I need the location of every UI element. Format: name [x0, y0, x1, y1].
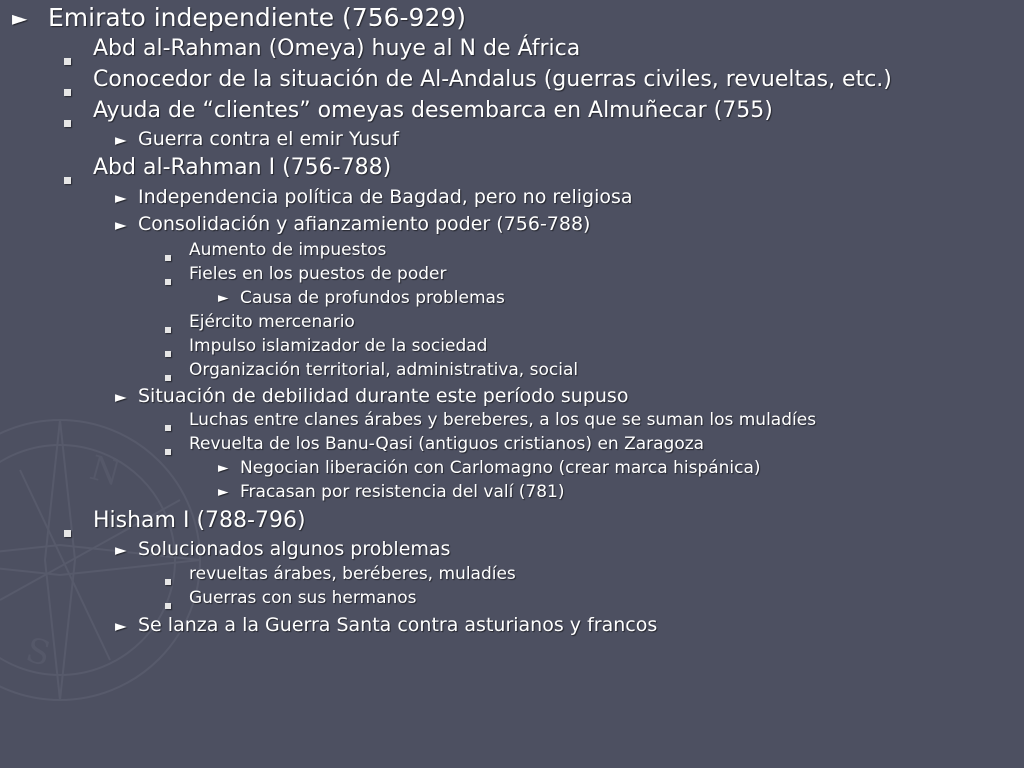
item-text: Fieles en los puestos de poder — [189, 264, 447, 284]
outline-item — [93, 35, 580, 63]
svg-text:N: N — [85, 448, 125, 495]
item-text: Ejército mercenario — [189, 312, 355, 332]
item-text: Abd al-Rahman I (756-788) — [93, 155, 392, 180]
item-text: Causa de profundos problemas — [240, 288, 505, 308]
outline-subitem — [115, 212, 591, 236]
item-text: revueltas árabes, beréberes, muladíes — [189, 564, 516, 584]
outline-subsubitem — [189, 311, 355, 333]
outline-subsubitem — [189, 433, 704, 455]
item-text: Emirato independiente (756-929) — [48, 3, 467, 32]
item-text: Organización territorial, administrativa, social — [189, 360, 579, 380]
item-text: Aumento de impuestos — [189, 240, 387, 260]
arrow-bullet-icon: ► — [115, 617, 127, 635]
item-text: Situación de debilidad durante este período supuso — [138, 385, 629, 407]
arrow-bullet-icon: ► — [115, 388, 127, 406]
outline-item — [93, 97, 773, 125]
square-bullet-icon — [165, 245, 171, 267]
item-text: Hisham I (788-796) — [93, 508, 306, 533]
svg-text:S: S — [21, 630, 55, 675]
square-bullet-icon — [64, 76, 71, 104]
square-bullet-icon — [165, 569, 171, 591]
item-text: Revuelta de los Banu-Qasi (antiguos cristianos) en Zaragoza — [189, 434, 705, 454]
outline-subitem — [115, 127, 399, 151]
square-bullet-icon — [64, 164, 71, 192]
item-text: Conocedor de la situación de Al-Andalus (guerras civiles, revueltas, etc.) — [93, 67, 892, 92]
outline-subsubitem — [189, 587, 417, 609]
item-text: Se lanza a la Guerra Santa contra asturianos y francos — [138, 614, 658, 636]
item-text: Negocian liberación con Carlomagno (crear marca hispánica) — [240, 458, 761, 478]
arrow-bullet-icon: ► — [115, 189, 127, 207]
outline-level5-item — [218, 481, 565, 503]
outline-subsubitem — [189, 563, 516, 585]
arrow-bullet-icon: ► — [115, 131, 127, 149]
outline-subitem — [115, 537, 451, 561]
square-bullet-icon — [64, 517, 71, 545]
outline-level5-item — [218, 457, 761, 479]
arrow-bullet-icon: ► — [218, 484, 229, 500]
outline-level5-item — [218, 287, 505, 309]
square-bullet-icon — [165, 439, 171, 461]
square-bullet-icon — [165, 317, 171, 339]
outline-subsubitem — [189, 239, 386, 261]
arrow-bullet-icon: ► — [218, 460, 229, 476]
item-text: Consolidación y afianzamiento poder (756-788) — [138, 213, 591, 235]
item-text: Guerras con sus hermanos — [189, 588, 417, 608]
outline-item — [93, 154, 391, 182]
arrow-bullet-icon: ► — [115, 216, 127, 234]
square-bullet-icon — [165, 415, 171, 437]
outline-item — [93, 507, 306, 535]
item-text: Fracasan por resistencia del valí (781) — [240, 482, 565, 502]
item-text: Guerra contra el emir Yusuf — [138, 128, 399, 150]
item-text: Solucionados algunos problemas — [138, 538, 451, 560]
item-text: Abd al-Rahman (Omeya) huye al N de África — [93, 36, 581, 61]
square-bullet-icon — [64, 107, 71, 135]
outline-item — [93, 66, 892, 94]
outline-item-title — [12, 3, 467, 33]
item-text: Ayuda de “clientes” omeyas desembarca en Almuñecar (755) — [93, 98, 773, 123]
square-bullet-icon — [165, 269, 171, 291]
arrow-bullet-icon: ► — [115, 541, 127, 559]
square-bullet-icon — [64, 45, 71, 73]
outline-subsubitem — [189, 335, 487, 357]
item-text: Luchas entre clanes árabes y bereberes, a los que se suman los muladíes — [189, 410, 817, 430]
arrow-bullet-icon: ► — [12, 6, 28, 30]
outline-subsubitem — [189, 359, 578, 381]
item-text: Independencia política de Bagdad, pero no religiosa — [138, 186, 633, 208]
outline-subsubitem — [189, 263, 446, 285]
square-bullet-icon — [165, 593, 171, 615]
outline-subsubitem — [189, 409, 816, 431]
outline-subitem — [115, 185, 633, 209]
item-text: Impulso islamizador de la sociedad — [189, 336, 488, 356]
square-bullet-icon — [165, 341, 171, 363]
outline-subitem — [115, 613, 658, 637]
arrow-bullet-icon: ► — [218, 290, 229, 306]
outline-subitem — [115, 384, 629, 408]
